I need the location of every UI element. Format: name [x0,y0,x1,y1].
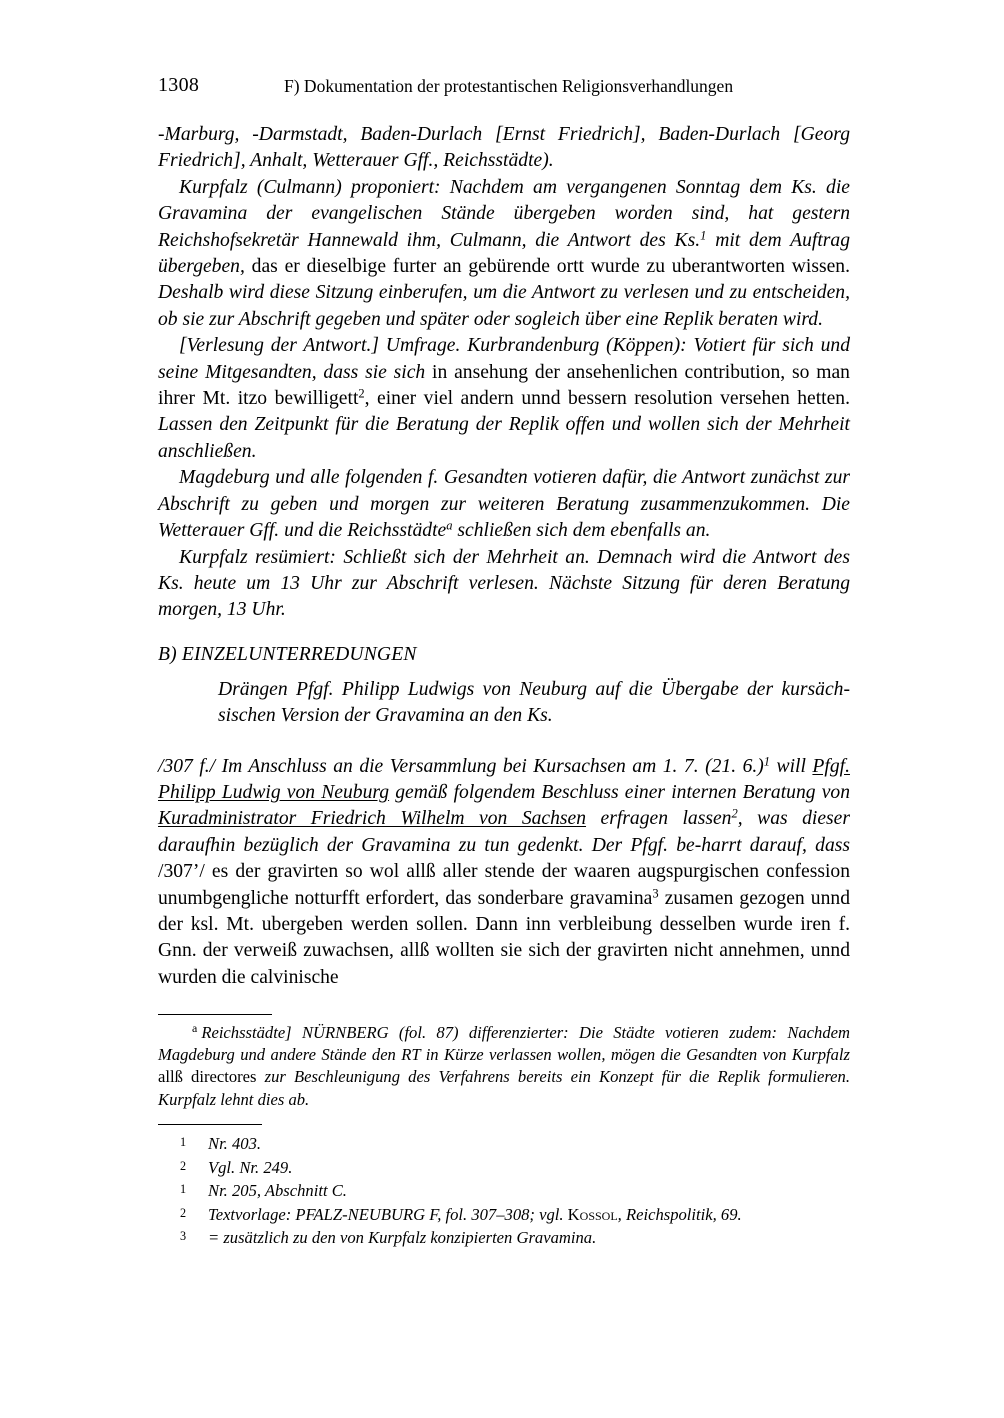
footnote-ref-1b[interactable]: 1 [763,754,771,769]
source-siglum-nuernberg: NÜRNBERG [301,1023,389,1042]
body-text [158,122,850,624]
footnote-list [158,1132,850,1250]
seg-editorial-5: Lassen den Zeitpunkt für die Beratung der Replik offen und wollen sich der Mehrheit anschließen. [158,414,850,462]
seg-editorial-7: schließen sich dem ebenfalls an. [452,520,711,542]
seg-editorial-6: Magdeburg und alle folgenden f. Gesandten votieren dafür, die Antwort zunächst zur Abschrift zu geben und morgen zur weiteren Beratung zusammenzukommen. Die Wetterauer Gff. und die Reichsstädte [158,467,850,542]
author-siglum-kossol: Kossol [567,1204,618,1224]
footnote-number: 1 [180,1135,187,1149]
footnote-text: Nr. 205, Abschnitt C. [208,1181,347,1201]
footnote-ref-2b[interactable]: 2 [731,806,738,821]
footnote-item [158,1156,850,1180]
footnote-item [158,1203,850,1227]
folio-marker-307prime: /307’/ [158,861,205,883]
section-headnote: Drängen Pfgf. Philipp Ludwigs von Neuburg auf die Übergabe der kursäch-sischen Version der Gravamina an den Ks. [218,678,850,727]
footnote-text: Vgl. Nr. 249. [208,1157,293,1177]
seg-editorial-3: Deshalb wird diese Sitzung einberufen, um die Antwort zu verlesen und zu entscheiden, ob sie zur Abschrift gegeben und später oder sogleich über eine Replik beraten wird. [158,282,850,330]
footnote-text-post: , Reichspolitik, 69. [617,1204,742,1224]
footnote-text: Nr. 403. [208,1134,262,1153]
footnote-number: 1 [180,1182,187,1197]
seg-source-quote-5: zusamen gezogen unnd der ksl. Mt. ubergeben werden sollen. Dann inn verbleibung desselben wurde iren f. Gnn. der verweiß zuwachsen, allß wollten sie sich der gravirten nicht annehmen, unnd wurden die calvinische [158,887,850,988]
seg-source-quote-2: in ansehung der ansehenlichen contribution, so man ihrer Mt. itzo bewilligett [158,361,850,410]
footnote-item [158,1132,850,1156]
seg-source-quote-3: , einer viel andern unnd bessern resolution versehen hetten. [364,388,850,410]
section-heading-b: B) EINZELUNTERREDUNGEN [158,643,417,665]
footnote-rule [158,1124,262,1125]
footnote-apparatus [158,1124,850,1250]
page-content [158,0,850,991]
paragraph-continuation [158,122,850,175]
underlined-name-pfgf-neuburg: Pfgf. Philipp Ludwig von Neuburg [158,755,850,803]
seg-edition-1: Im Anschluss an die Versammlung bei Kursachsen am 1. 7. (21. 6.) [215,755,764,777]
variant-apparatus [158,1014,850,1111]
footnote-text: = zusätzlich zu den von Kurpfalz konzipierten Gravamina. [208,1228,597,1248]
seg-editorial-1: Kurpfalz (Culmann) proponiert: Nachdem am vergangenen Sonntag dem Ks. die Gravamina der evangelischen Stände übergeben worden sind, hat gestern Reichshofsekretär Hannewald ihm, Culmann, die Antwort des Ks. [158,176,850,251]
para-line-2: Friedrich], Anhalt, Wetterauer Gff., Reichsstädte). [158,150,554,172]
variant-seg-2: (fol. 87) differenzierter: Die Städte votieren zudem: Nachdem Magdeburg und andere Stände den RT in Kürze verlassen wollen, mögen die Gesandten von Kurpfalz [158,1023,850,1065]
footnote-number: 3 [180,1229,187,1244]
seg-edition-5: , was dieser daraufhin bezüglich der Gravamina zu tun gedenkt. Der Pfgf. be-harrt darauf, dass [158,808,850,856]
footnote-item [158,1179,850,1203]
variant-seg-1: Reichsstädte] [201,1023,302,1042]
footnote-number: 2 [180,1205,187,1220]
paragraph-magdeburg [158,465,850,544]
seg-edition-2: will [770,755,813,777]
seg-editorial-2: mit dem Auftrag übergeben, [158,229,850,278]
seg-source-quote-1: das er dieselbige furter an gebürende ortt wurde zu uberantworten wissen. [244,256,850,278]
paragraph-kurpfalz-resuemiert: Kurpfalz resümiert: Schließt sich der Mehrheit an. Demnach wird die Antwort des Ks. heute um 13 Uhr zur Abschrift verlesen. Nächste Sitzung für deren Beratung morgen, 13 Uhr. [158,546,850,621]
variant-marker-a: a [192,1021,198,1036]
seg-source-quote-4: es der gravirten so wol allß aller stende der waaren augspurgischen confession unumbgengliche notturfft erfordert, das sonderbare gravamina [158,861,850,909]
footnote-ref-1[interactable]: 1 [700,228,707,243]
footnote-number: 2 [180,1158,187,1173]
running-head [158,74,850,108]
running-head-title: F) Dokumentation der protestantischen Religionsverhandlungen [284,76,734,96]
folio-number: 1308 [158,74,200,96]
footnote-ref-3[interactable]: 3 [652,886,659,901]
folio-marker-307f: /307 f./ [158,755,216,777]
paragraph-edition-307 [158,754,850,992]
footnote-text-pre: Textvorlage: PFALZ-NEUBURG F, fol. 307–308; vgl. [208,1204,568,1224]
edition-text-block [158,754,850,992]
footnote-item [158,1226,850,1250]
paragraph-verlesung-umfrage [158,333,850,465]
para-line-1: -Marburg, -Darmstadt, Baden-Durlach [Ernst Friedrich], Baden-Durlach [Georg [158,124,850,145]
variant-seg-4: zur Beschleunigung des Verfahrens bereits ein Konzept für die Replik formulieren. Kurpfalz lehnt dies ab. [158,1067,850,1109]
seg-edition-4: erfragen lassen [586,808,732,830]
seg-edition-3: gemäß folgendem Beschluss einer internen Beratung von [389,781,851,803]
underlined-name-kuradministrator-sachsen: Kuradministrator Friedrich Wilhelm von Sachsen [158,808,587,830]
variant-seg-3-roman: allß directores [158,1067,257,1087]
paragraph-kurpfalz-proponiert [158,175,850,333]
footnote-ref-2[interactable]: 2 [358,386,365,401]
apparatus-rule [158,1014,272,1015]
seg-editorial-4: [Verlesung der Antwort.] Umfrage. Kurbrandenburg (Köppen): Votiert für sich und seine Mitgesandten, dass sie sich [158,335,850,383]
variant-ref-a[interactable]: a [446,518,453,533]
variant-note-a [158,1022,850,1111]
